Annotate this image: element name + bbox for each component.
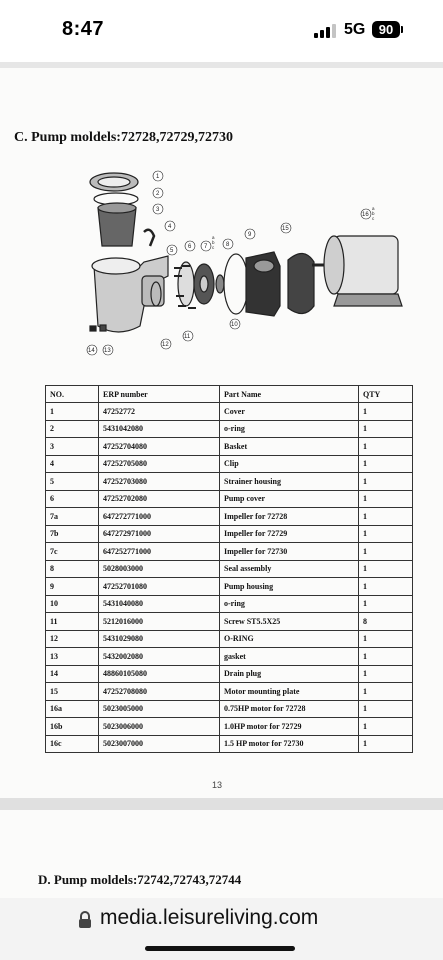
cell-erp-number: 647252771000 — [99, 543, 220, 561]
cell-erp-number: 5432002080 — [99, 648, 220, 666]
cell-part-name: Pump housing — [220, 578, 359, 596]
cell-no: 7c — [46, 543, 99, 561]
table-row — [46, 735, 413, 753]
cell-part-name: Seal assembly — [220, 560, 359, 578]
cell-erp-number: 47252702080 — [99, 490, 220, 508]
cell-qty: 1 — [359, 508, 413, 526]
cell-no: 10 — [46, 595, 99, 613]
cell-no: 16a — [46, 700, 99, 718]
callout-8 — [223, 239, 233, 249]
svg-text:15: 15 — [282, 226, 289, 232]
table-row — [46, 525, 413, 543]
table-row — [46, 718, 413, 736]
table-row — [46, 630, 413, 648]
cell-erp-number: 47252708080 — [99, 683, 220, 701]
cell-qty: 1 — [359, 473, 413, 491]
cell-erp-number: 5028003000 — [99, 560, 220, 578]
cell-qty: 1 — [359, 718, 413, 736]
callout-16c: c — [372, 216, 375, 221]
cellular-signal-icon — [314, 24, 336, 38]
table-row — [46, 665, 413, 683]
table-row — [46, 683, 413, 701]
svg-text:14: 14 — [88, 348, 95, 354]
cell-part-name: O-RING — [220, 630, 359, 648]
callout-7b: b — [212, 240, 215, 245]
svg-text:2: 2 — [156, 191, 160, 197]
table-row — [46, 508, 413, 526]
cell-part-name: gasket — [220, 648, 359, 666]
svg-text:1: 1 — [156, 174, 160, 180]
callout-9 — [245, 229, 255, 239]
table-row — [46, 455, 413, 473]
parts-table-body — [46, 403, 413, 753]
cell-erp-number: 5023005000 — [99, 700, 220, 718]
svg-text:3: 3 — [156, 207, 160, 213]
svg-text:9: 9 — [248, 232, 252, 238]
cell-part-name: 0.75HP motor for 72728 — [220, 700, 359, 718]
svg-text:6: 6 — [188, 244, 192, 250]
cell-erp-number: 5431029080 — [99, 630, 220, 648]
cell-qty: 1 — [359, 595, 413, 613]
svg-text:12: 12 — [162, 342, 169, 348]
svg-text:8: 8 — [226, 242, 230, 248]
cell-part-name: Basket — [220, 438, 359, 456]
callout-16 — [361, 209, 371, 219]
cell-erp-number: 5431040080 — [99, 595, 220, 613]
cell-erp-number: 47252772 — [99, 403, 220, 421]
battery-level: 90 — [378, 22, 394, 37]
cell-qty: 1 — [359, 420, 413, 438]
table-row — [46, 595, 413, 613]
table-row — [46, 700, 413, 718]
battery-icon — [372, 21, 400, 38]
cell-qty: 8 — [359, 613, 413, 631]
cell-qty: 1 — [359, 455, 413, 473]
cell-part-name: 1.5 HP motor for 72730 — [220, 735, 359, 753]
header-erp-number: ERP number — [99, 386, 220, 403]
svg-text:16: 16 — [362, 212, 369, 218]
cell-no: 7a — [46, 508, 99, 526]
cell-erp-number: 47252704080 — [99, 438, 220, 456]
parts-table — [45, 385, 413, 753]
table-header-row — [46, 386, 413, 403]
cell-erp-number: 5212016000 — [99, 613, 220, 631]
cell-qty: 1 — [359, 683, 413, 701]
status-bar — [0, 0, 443, 62]
callout-16b: b — [372, 211, 375, 216]
cell-qty: 1 — [359, 490, 413, 508]
cell-erp-number: 5023007000 — [99, 735, 220, 753]
cell-no: 8 — [46, 560, 99, 578]
cell-no: 12 — [46, 630, 99, 648]
header-part-name: Part Name — [220, 386, 359, 403]
browser-address-bar[interactable] — [0, 898, 443, 960]
cell-qty: 1 — [359, 543, 413, 561]
cell-no: 7b — [46, 525, 99, 543]
cell-no: 9 — [46, 578, 99, 596]
cell-erp-number: 47252703080 — [99, 473, 220, 491]
cell-part-name: Motor mounting plate — [220, 683, 359, 701]
cell-part-name: Screw ST5.5X25 — [220, 613, 359, 631]
table-row — [46, 438, 413, 456]
callout-11 — [183, 331, 193, 341]
svg-text:7: 7 — [204, 244, 208, 250]
callout-13 — [103, 345, 113, 355]
cell-part-name: Strainer housing — [220, 473, 359, 491]
cell-part-name: Impeller for 72729 — [220, 525, 359, 543]
table-row — [46, 403, 413, 421]
section-title: C. Pump moldels:72728,72729,72730 — [14, 130, 233, 145]
cell-erp-number: 647272971000 — [99, 525, 220, 543]
cell-no: 15 — [46, 683, 99, 701]
table-row — [46, 543, 413, 561]
cell-no: 1 — [46, 403, 99, 421]
page-gap — [0, 798, 443, 810]
cell-erp-number: 48860105080 — [99, 665, 220, 683]
table-row — [46, 560, 413, 578]
table-row — [46, 473, 413, 491]
cell-qty: 1 — [359, 648, 413, 666]
callout-7a: a — [212, 235, 215, 240]
cell-part-name: Impeller for 72730 — [220, 543, 359, 561]
exploded-parts-diagram — [78, 166, 408, 361]
table-row — [46, 613, 413, 631]
cell-erp-number: 5431042080 — [99, 420, 220, 438]
battery-tip — [401, 26, 403, 33]
status-time: 8:47 — [62, 18, 105, 40]
svg-text:13: 13 — [104, 348, 111, 354]
cell-qty: 1 — [359, 438, 413, 456]
cell-erp-number: 47252701080 — [99, 578, 220, 596]
cell-qty: 1 — [359, 700, 413, 718]
cell-no: 11 — [46, 613, 99, 631]
cell-no: 16b — [46, 718, 99, 736]
callout-16a: a — [372, 206, 375, 211]
table-row — [46, 578, 413, 596]
callout-7 — [201, 241, 211, 251]
callout-15 — [281, 223, 291, 233]
cell-no: 13 — [46, 648, 99, 666]
table-row — [46, 420, 413, 438]
cell-part-name: o-ring — [220, 595, 359, 613]
pump-drawing — [90, 173, 402, 332]
callout-2 — [153, 188, 163, 198]
callout-14 — [87, 345, 97, 355]
cell-qty: 1 — [359, 525, 413, 543]
cell-no: 3 — [46, 438, 99, 456]
svg-text:4: 4 — [168, 224, 172, 230]
cell-qty: 1 — [359, 403, 413, 421]
cell-part-name: Drain plug — [220, 665, 359, 683]
cell-qty: 1 — [359, 735, 413, 753]
cell-part-name: o-ring — [220, 420, 359, 438]
next-document-page[interactable] — [0, 810, 443, 898]
cell-part-name: Pump cover — [220, 490, 359, 508]
cell-part-name: Impeller for 72728 — [220, 508, 359, 526]
callout-5 — [167, 245, 177, 255]
header-qty: QTY — [359, 386, 413, 403]
table-row — [46, 490, 413, 508]
cell-qty: 1 — [359, 578, 413, 596]
cell-qty: 1 — [359, 665, 413, 683]
callout-10 — [230, 319, 240, 329]
callout-6 — [185, 241, 195, 251]
svg-text:5: 5 — [170, 248, 174, 254]
callout-4 — [165, 221, 175, 231]
svg-text:11: 11 — [184, 334, 191, 340]
lock-icon — [78, 911, 92, 929]
cell-part-name: Clip — [220, 455, 359, 473]
document-page[interactable] — [0, 68, 443, 798]
callout-7c: c — [212, 245, 215, 250]
cell-part-name: 1.0HP motor for 72729 — [220, 718, 359, 736]
cell-no: 2 — [46, 420, 99, 438]
cell-no: 5 — [46, 473, 99, 491]
cell-erp-number: 647272771000 — [99, 508, 220, 526]
svg-text:10: 10 — [231, 322, 238, 328]
network-type: 5G — [344, 21, 366, 38]
cell-no: 16c — [46, 735, 99, 753]
cell-no: 6 — [46, 490, 99, 508]
table-row — [46, 648, 413, 666]
url-text[interactable]: media.leisureliving.com — [100, 906, 319, 929]
header-no: NO. — [46, 386, 99, 403]
cell-erp-number: 47252705080 — [99, 455, 220, 473]
cell-qty: 1 — [359, 630, 413, 648]
callout-3 — [153, 204, 163, 214]
cell-erp-number: 5023006000 — [99, 718, 220, 736]
cell-no: 14 — [46, 665, 99, 683]
callout-1 — [153, 171, 163, 181]
home-indicator[interactable] — [145, 946, 295, 951]
cell-qty: 1 — [359, 560, 413, 578]
page-number: 13 — [212, 780, 223, 790]
cell-part-name: Cover — [220, 403, 359, 421]
callout-12 — [161, 339, 171, 349]
next-section-title: D. Pump moldels:72742,72743,72744 — [38, 872, 242, 887]
cell-no: 4 — [46, 455, 99, 473]
